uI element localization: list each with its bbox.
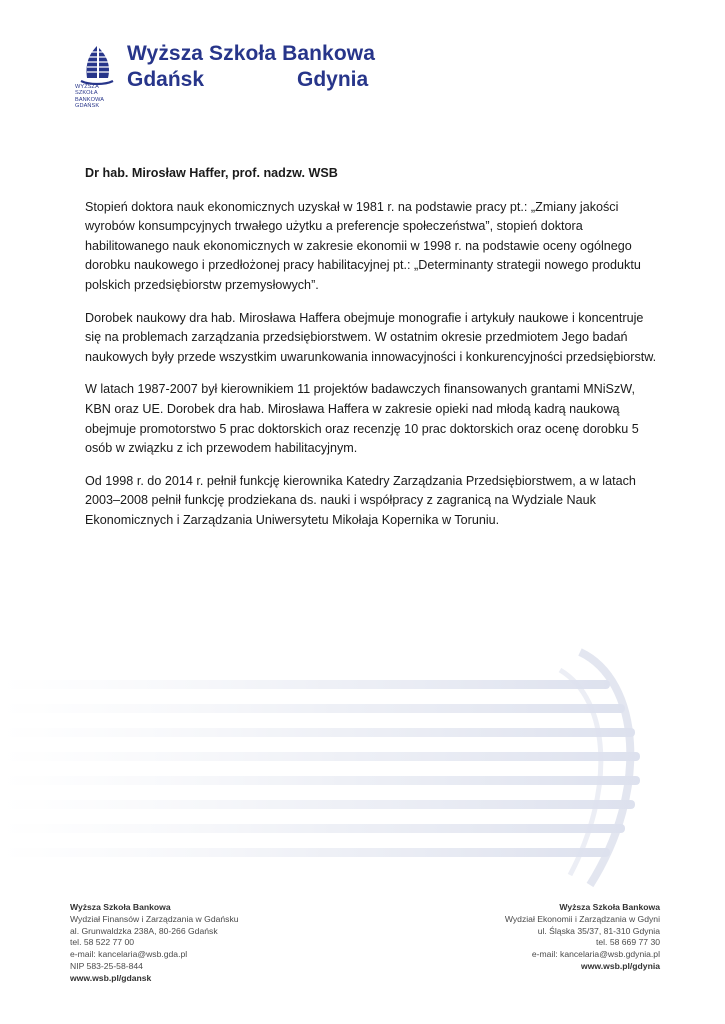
city-gdynia: Gdynia <box>297 68 369 91</box>
logo-caption-line: WYŻSZA SZKOŁA <box>75 84 99 97</box>
footer-nip: NIP 583-25-58-844 <box>70 960 143 971</box>
logo-caption <box>75 84 121 110</box>
biography-paragraph: Dorobek naukowy dra hab. Mirosława Haffera obejmuje monografie i artykuły naukowe i koncentruje się na problemach zarządzania przedsiębiorstwem. W ostatnim okresie przedmiotem Jego badań naukowych były przede wszystkim uwarunkowania innowacyjności i konkurencyjności przedsiębiorstw. <box>85 310 657 364</box>
logo-caption-line: GDAŃSK <box>75 103 100 110</box>
footer-faculty: Wydział Finansów i Zarządzania w Gdańsku <box>70 913 239 924</box>
school-name: Wyższa Szkoła Bankowa <box>127 42 375 65</box>
footer-gdynia-address <box>505 902 660 973</box>
footer-gdansk-address <box>70 902 239 985</box>
footer-phone: tel. 58 522 77 00 <box>70 937 135 948</box>
city-gdansk: Gdańsk <box>127 68 205 91</box>
letterhead-logo <box>75 40 395 108</box>
biography-paragraph: W latach 1987-2007 był kierownikiem 11 projektów badawczych finansowanych grantami MNiSzW, KBN oraz UE. Dorobek dra hab. Mirosława Haffera w zakresie opieki nad młodą kadrą naukową obejmuje promotorstwo 5 prac doktorskich oraz recenzję 10 prac doktorskich oraz ocenę dorobku 5 osób w związku z ich przewodem habilitacyjnym. <box>85 382 639 456</box>
footer-email[interactable]: e-mail: kancelaria@wsb.gdynia.pl <box>531 949 660 960</box>
footer-phone: tel. 58 669 77 30 <box>595 937 660 948</box>
footer-faculty: Wydział Ekonomii i Zarządzania w Gdyni <box>504 913 660 924</box>
biography-text <box>85 164 660 544</box>
footer-website-link[interactable]: www.wsb.pl/gdansk <box>70 972 152 983</box>
footer-school-name: Wyższa Szkoła Bankowa <box>559 902 660 912</box>
footer-address: al. Grunwaldzka 238A, 80-266 Gdańsk <box>70 925 218 936</box>
logo-caption-line: BANKOWA <box>75 96 105 103</box>
footer-school-name: Wyższa Szkoła Bankowa <box>70 902 171 912</box>
footer-email[interactable]: e-mail: kancelaria@wsb.gda.pl <box>70 949 188 960</box>
decorative-wave-graphic <box>0 640 725 890</box>
person-name-heading: Dr hab. Mirosław Haffer, prof. nadzw. WSB <box>85 166 338 180</box>
footer-address: ul. Śląska 35/37, 81-310 Gdynia <box>537 925 660 936</box>
footer-website-link[interactable]: www.wsb.pl/gdynia <box>581 960 660 971</box>
biography-paragraph: Stopień doktora nauk ekonomicznych uzyskał w 1981 r. na podstawie pracy pt.: „Zmiany jakości wyrobów konsumpcyjnych trwałego użytku a preferencje społeczeństwa”, stopień doktora habilitowanego nauk ekonomicznych w zakresie ekonomii w 1998 r. na podstawie oceny ogólnego dorobku naukowego i przedłożonej pracy habilitacyjnej pt.: „Determinanty strategii nowego produktu polskich przedsiębiorstw przemysłowych”. <box>85 199 641 292</box>
biography-paragraph: Od 1998 r. do 2014 r. pełnił funkcję kierownika Katedry Zarządzania Przedsiębiorstwem, a w latach 2003–2008 pełnił funkcję prodziekana ds. nauki i współpracy z zagranicą na Wydziale Nauk Ekonomicznych i Zarządzania Uniwersytetu Mikołaja Kopernika w Toruniu. <box>85 473 636 527</box>
